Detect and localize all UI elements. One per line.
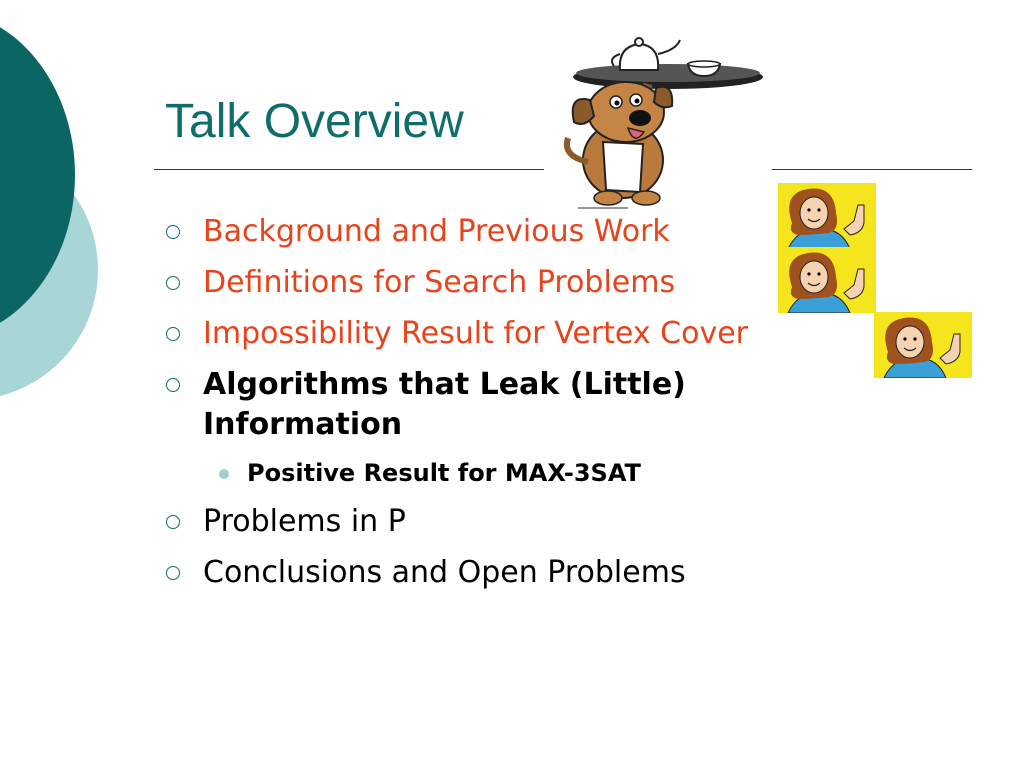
outline-subitem-text: Positive Result for MAX-3SAT bbox=[247, 459, 641, 487]
outline-item-current bbox=[166, 365, 866, 445]
hollow-circle-icon bbox=[166, 276, 180, 290]
title-underline-left bbox=[154, 169, 544, 170]
title-underline-right bbox=[772, 169, 972, 170]
outline-item-text: Impossibility Result for Vertex Cover bbox=[203, 316, 748, 351]
waiter-dog-clipart bbox=[548, 32, 778, 212]
hollow-circle-icon bbox=[166, 515, 180, 529]
outline-item bbox=[166, 502, 866, 542]
outline-item bbox=[166, 212, 866, 252]
outline-item-text: Conclusions and Open Problems bbox=[203, 555, 686, 590]
thumbs-up-girl-clipart bbox=[874, 312, 972, 378]
hollow-circle-icon bbox=[166, 566, 180, 580]
outline-item-text: Background and Previous Work bbox=[203, 214, 670, 249]
filled-dot-icon bbox=[219, 469, 229, 479]
outline-subitem bbox=[166, 456, 866, 490]
outline-item bbox=[166, 553, 866, 593]
outline-item bbox=[166, 314, 866, 354]
outline-item-text: Definitions for Search Problems bbox=[203, 265, 676, 300]
hollow-circle-icon bbox=[166, 327, 180, 341]
outline-item bbox=[166, 263, 866, 303]
hollow-circle-icon bbox=[166, 225, 180, 239]
outline-item-text: Problems in P bbox=[203, 504, 406, 539]
outline-item-text: Algorithms that Leak (Little) Information bbox=[203, 367, 686, 442]
slide-title: Talk Overview bbox=[165, 95, 464, 148]
hollow-circle-icon bbox=[166, 378, 180, 392]
outline-list bbox=[166, 212, 866, 604]
